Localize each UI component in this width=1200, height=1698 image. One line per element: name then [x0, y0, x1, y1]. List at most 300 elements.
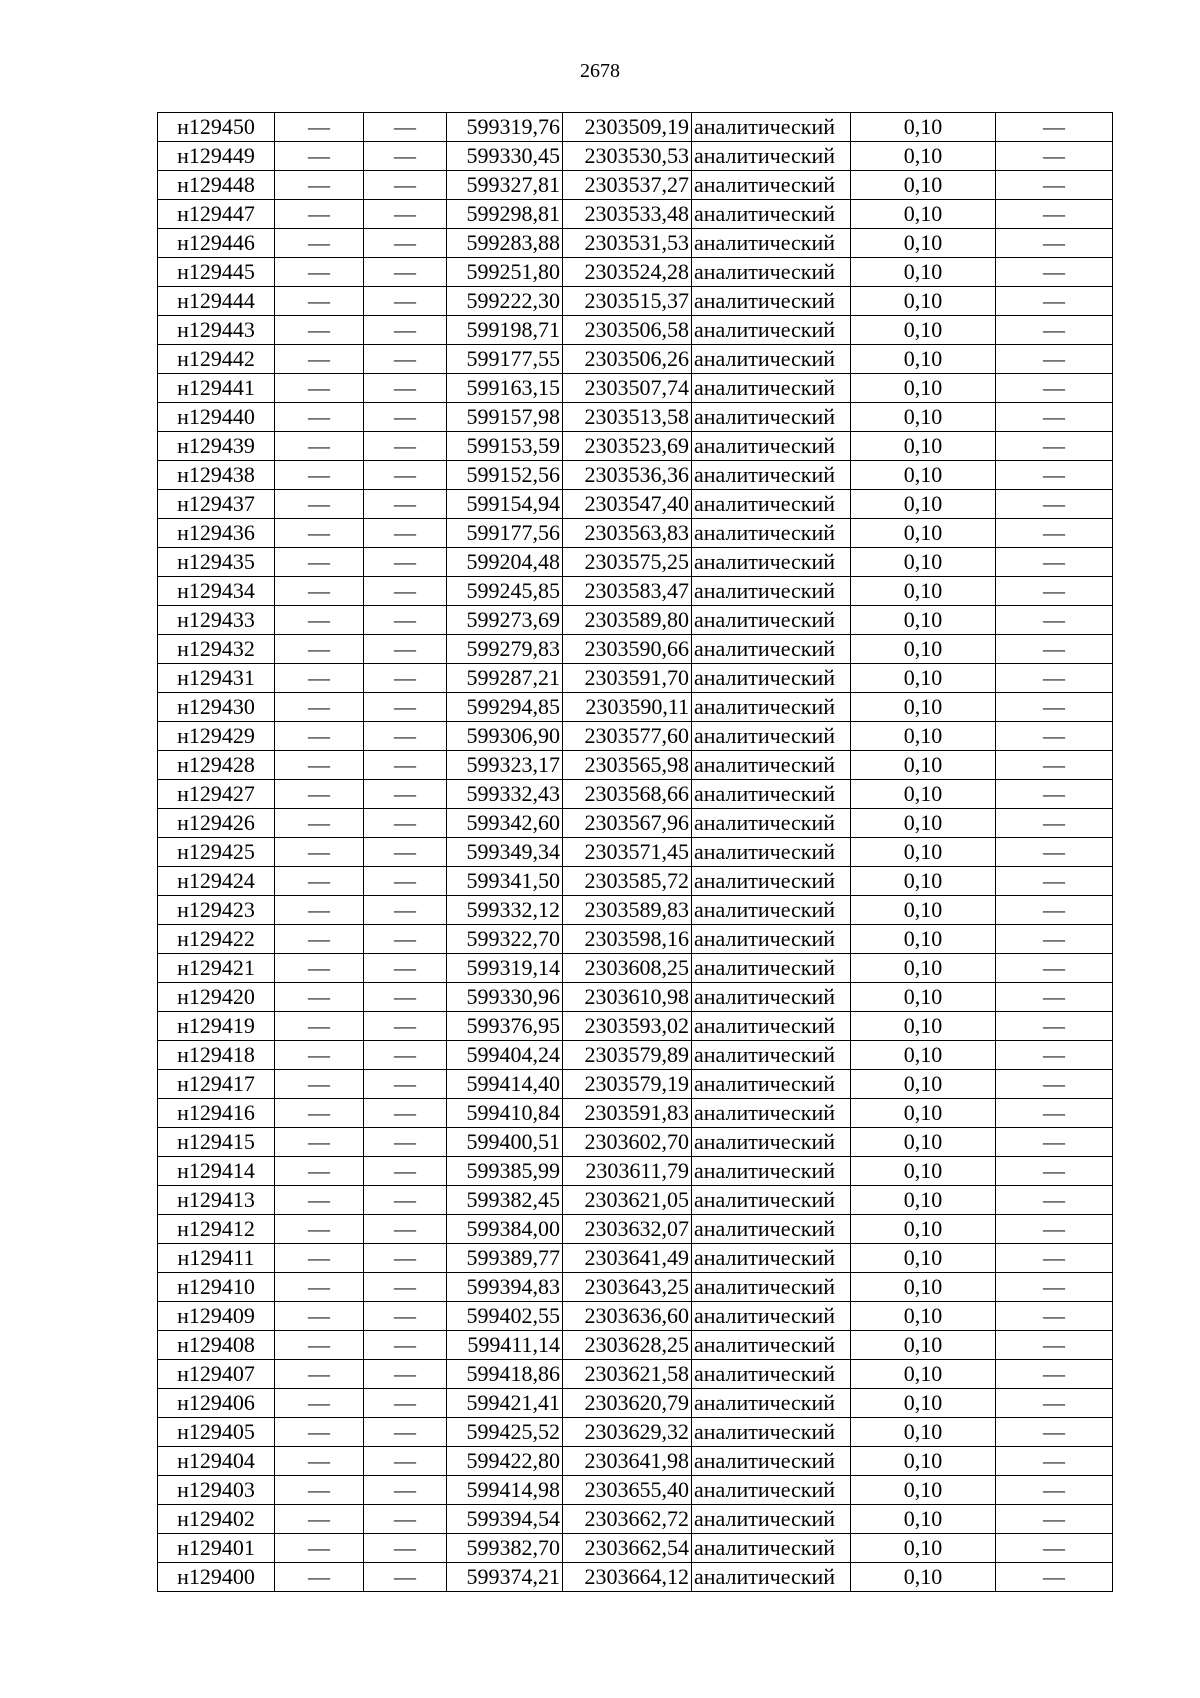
y-coordinate-cell: 2303579,19 [563, 1070, 692, 1099]
dash-cell: — [364, 1244, 447, 1273]
precision-cell: 0,10 [851, 896, 996, 925]
dash-cell: — [275, 1563, 364, 1592]
method-cell: аналитический [692, 1128, 851, 1157]
table-row [158, 809, 1113, 838]
dash-cell: — [364, 1534, 447, 1563]
dash-cell: — [364, 1505, 447, 1534]
x-coordinate-cell: 599222,30 [447, 287, 563, 316]
dash-cell: — [996, 229, 1113, 258]
dash-cell: — [996, 461, 1113, 490]
method-cell: аналитический [692, 1012, 851, 1041]
point-id-cell: н129412 [158, 1215, 275, 1244]
point-id-cell: н129421 [158, 954, 275, 983]
x-coordinate-cell: 599414,98 [447, 1476, 563, 1505]
dash-cell: — [364, 577, 447, 606]
dash-cell: — [996, 1534, 1113, 1563]
y-coordinate-cell: 2303563,83 [563, 519, 692, 548]
table-row [158, 1273, 1113, 1302]
dash-cell: — [364, 1041, 447, 1070]
point-id-cell: н129418 [158, 1041, 275, 1070]
y-coordinate-cell: 2303530,53 [563, 142, 692, 171]
x-coordinate-cell: 599342,60 [447, 809, 563, 838]
table-row [158, 1157, 1113, 1186]
dash-cell: — [364, 548, 447, 577]
table-row [158, 548, 1113, 577]
dash-cell: — [996, 403, 1113, 432]
x-coordinate-cell: 599322,70 [447, 925, 563, 954]
point-id-cell: н129430 [158, 693, 275, 722]
point-id-cell: н129407 [158, 1360, 275, 1389]
point-id-cell: н129403 [158, 1476, 275, 1505]
y-coordinate-cell: 2303602,70 [563, 1128, 692, 1157]
dash-cell: — [996, 1186, 1113, 1215]
dash-cell: — [275, 867, 364, 896]
x-coordinate-cell: 599422,80 [447, 1447, 563, 1476]
x-coordinate-cell: 599294,85 [447, 693, 563, 722]
method-cell: аналитический [692, 606, 851, 635]
dash-cell: — [364, 751, 447, 780]
dash-cell: — [364, 142, 447, 171]
y-coordinate-cell: 2303598,16 [563, 925, 692, 954]
x-coordinate-cell: 599153,59 [447, 432, 563, 461]
precision-cell: 0,10 [851, 722, 996, 751]
dash-cell: — [996, 171, 1113, 200]
dash-cell: — [275, 983, 364, 1012]
precision-cell: 0,10 [851, 577, 996, 606]
y-coordinate-cell: 2303513,58 [563, 403, 692, 432]
y-coordinate-cell: 2303628,25 [563, 1331, 692, 1360]
y-coordinate-cell: 2303610,98 [563, 983, 692, 1012]
y-coordinate-cell: 2303567,96 [563, 809, 692, 838]
dash-cell: — [364, 403, 447, 432]
precision-cell: 0,10 [851, 664, 996, 693]
point-id-cell: н129409 [158, 1302, 275, 1331]
y-coordinate-cell: 2303565,98 [563, 751, 692, 780]
method-cell: аналитический [692, 171, 851, 200]
dash-cell: — [275, 925, 364, 954]
dash-cell: — [996, 983, 1113, 1012]
table-row [158, 751, 1113, 780]
table-row [158, 577, 1113, 606]
y-coordinate-cell: 2303506,26 [563, 345, 692, 374]
point-id-cell: н129441 [158, 374, 275, 403]
x-coordinate-cell: 599384,00 [447, 1215, 563, 1244]
precision-cell: 0,10 [851, 1476, 996, 1505]
dash-cell: — [996, 1418, 1113, 1447]
dash-cell: — [275, 490, 364, 519]
dash-cell: — [996, 867, 1113, 896]
table-row [158, 838, 1113, 867]
table-row [158, 287, 1113, 316]
precision-cell: 0,10 [851, 780, 996, 809]
dash-cell: — [364, 1273, 447, 1302]
dash-cell: — [275, 258, 364, 287]
precision-cell: 0,10 [851, 287, 996, 316]
x-coordinate-cell: 599402,55 [447, 1302, 563, 1331]
table-row [158, 606, 1113, 635]
method-cell: аналитический [692, 577, 851, 606]
y-coordinate-cell: 2303643,25 [563, 1273, 692, 1302]
precision-cell: 0,10 [851, 1418, 996, 1447]
dash-cell: — [364, 925, 447, 954]
dash-cell: — [364, 316, 447, 345]
dash-cell: — [996, 1505, 1113, 1534]
y-coordinate-cell: 2303662,54 [563, 1534, 692, 1563]
dash-cell: — [364, 171, 447, 200]
dash-cell: — [275, 113, 364, 142]
precision-cell: 0,10 [851, 1505, 996, 1534]
dash-cell: — [275, 635, 364, 664]
precision-cell: 0,10 [851, 374, 996, 403]
dash-cell: — [996, 635, 1113, 664]
precision-cell: 0,10 [851, 1389, 996, 1418]
point-id-cell: н129400 [158, 1563, 275, 1592]
method-cell: аналитический [692, 925, 851, 954]
y-coordinate-cell: 2303571,45 [563, 838, 692, 867]
x-coordinate-cell: 599330,96 [447, 983, 563, 1012]
dash-cell: — [996, 780, 1113, 809]
y-coordinate-cell: 2303579,89 [563, 1041, 692, 1070]
point-id-cell: н129435 [158, 548, 275, 577]
point-id-cell: н129416 [158, 1099, 275, 1128]
y-coordinate-cell: 2303509,19 [563, 113, 692, 142]
dash-cell: — [364, 519, 447, 548]
method-cell: аналитический [692, 461, 851, 490]
table-row [158, 345, 1113, 374]
dash-cell: — [275, 838, 364, 867]
dash-cell: — [996, 1215, 1113, 1244]
method-cell: аналитический [692, 838, 851, 867]
method-cell: аналитический [692, 664, 851, 693]
x-coordinate-cell: 599154,94 [447, 490, 563, 519]
table-row [158, 693, 1113, 722]
x-coordinate-cell: 599279,83 [447, 635, 563, 664]
y-coordinate-cell: 2303533,48 [563, 200, 692, 229]
dash-cell: — [996, 838, 1113, 867]
precision-cell: 0,10 [851, 432, 996, 461]
method-cell: аналитический [692, 1070, 851, 1099]
precision-cell: 0,10 [851, 316, 996, 345]
x-coordinate-cell: 599341,50 [447, 867, 563, 896]
dash-cell: — [275, 461, 364, 490]
x-coordinate-cell: 599332,12 [447, 896, 563, 925]
precision-cell: 0,10 [851, 1244, 996, 1273]
dash-cell: — [275, 1157, 364, 1186]
point-id-cell: н129420 [158, 983, 275, 1012]
method-cell: аналитический [692, 345, 851, 374]
dash-cell: — [364, 200, 447, 229]
point-id-cell: н129433 [158, 606, 275, 635]
dash-cell: — [996, 606, 1113, 635]
dash-cell: — [275, 664, 364, 693]
dash-cell: — [275, 403, 364, 432]
method-cell: аналитический [692, 316, 851, 345]
y-coordinate-cell: 2303523,69 [563, 432, 692, 461]
dash-cell: — [996, 925, 1113, 954]
dash-cell: — [275, 1360, 364, 1389]
precision-cell: 0,10 [851, 461, 996, 490]
y-coordinate-cell: 2303536,36 [563, 461, 692, 490]
x-coordinate-cell: 599425,52 [447, 1418, 563, 1447]
y-coordinate-cell: 2303547,40 [563, 490, 692, 519]
y-coordinate-cell: 2303655,40 [563, 1476, 692, 1505]
table-row [158, 519, 1113, 548]
precision-cell: 0,10 [851, 1331, 996, 1360]
method-cell: аналитический [692, 1418, 851, 1447]
y-coordinate-cell: 2303664,12 [563, 1563, 692, 1592]
precision-cell: 0,10 [851, 1215, 996, 1244]
dash-cell: — [275, 606, 364, 635]
dash-cell: — [364, 664, 447, 693]
method-cell: аналитический [692, 1505, 851, 1534]
dash-cell: — [275, 1186, 364, 1215]
table-row [158, 1563, 1113, 1592]
point-id-cell: н129444 [158, 287, 275, 316]
coordinates-table [157, 112, 1113, 1592]
dash-cell: — [275, 1070, 364, 1099]
x-coordinate-cell: 599204,48 [447, 548, 563, 577]
x-coordinate-cell: 599411,14 [447, 1331, 563, 1360]
method-cell: аналитический [692, 809, 851, 838]
dash-cell: — [275, 722, 364, 751]
method-cell: аналитический [692, 722, 851, 751]
point-id-cell: н129445 [158, 258, 275, 287]
y-coordinate-cell: 2303537,27 [563, 171, 692, 200]
y-coordinate-cell: 2303524,28 [563, 258, 692, 287]
precision-cell: 0,10 [851, 171, 996, 200]
table-row [158, 1244, 1113, 1273]
table-row [158, 1041, 1113, 1070]
precision-cell: 0,10 [851, 1186, 996, 1215]
dash-cell: — [275, 1215, 364, 1244]
precision-cell: 0,10 [851, 1012, 996, 1041]
table-row [158, 664, 1113, 693]
point-id-cell: н129448 [158, 171, 275, 200]
dash-cell: — [275, 548, 364, 577]
dash-cell: — [996, 1157, 1113, 1186]
x-coordinate-cell: 599421,41 [447, 1389, 563, 1418]
table-row [158, 867, 1113, 896]
x-coordinate-cell: 599404,24 [447, 1041, 563, 1070]
method-cell: аналитический [692, 1273, 851, 1302]
dash-cell: — [996, 200, 1113, 229]
point-id-cell: н129439 [158, 432, 275, 461]
method-cell: аналитический [692, 374, 851, 403]
x-coordinate-cell: 599251,80 [447, 258, 563, 287]
point-id-cell: н129408 [158, 1331, 275, 1360]
dash-cell: — [996, 722, 1113, 751]
dash-cell: — [996, 1302, 1113, 1331]
dash-cell: — [275, 229, 364, 258]
point-id-cell: н129417 [158, 1070, 275, 1099]
dash-cell: — [275, 780, 364, 809]
table-row [158, 113, 1113, 142]
dash-cell: — [996, 287, 1113, 316]
y-coordinate-cell: 2303590,11 [563, 693, 692, 722]
table-row [158, 1012, 1113, 1041]
point-id-cell: н129437 [158, 490, 275, 519]
y-coordinate-cell: 2303641,49 [563, 1244, 692, 1273]
y-coordinate-cell: 2303632,07 [563, 1215, 692, 1244]
table-row [158, 258, 1113, 287]
dash-cell: — [275, 345, 364, 374]
precision-cell: 0,10 [851, 1157, 996, 1186]
point-id-cell: н129447 [158, 200, 275, 229]
precision-cell: 0,10 [851, 258, 996, 287]
table-row [158, 1331, 1113, 1360]
point-id-cell: н129424 [158, 867, 275, 896]
dash-cell: — [996, 1099, 1113, 1128]
method-cell: аналитический [692, 142, 851, 171]
dash-cell: — [996, 345, 1113, 374]
precision-cell: 0,10 [851, 229, 996, 258]
point-id-cell: н129446 [158, 229, 275, 258]
dash-cell: — [364, 1128, 447, 1157]
method-cell: аналитический [692, 635, 851, 664]
dash-cell: — [364, 287, 447, 316]
x-coordinate-cell: 599410,84 [447, 1099, 563, 1128]
method-cell: аналитический [692, 200, 851, 229]
x-coordinate-cell: 599400,51 [447, 1128, 563, 1157]
dash-cell: — [364, 693, 447, 722]
y-coordinate-cell: 2303589,80 [563, 606, 692, 635]
method-cell: аналитический [692, 751, 851, 780]
y-coordinate-cell: 2303620,79 [563, 1389, 692, 1418]
table-row [158, 983, 1113, 1012]
table-row [158, 316, 1113, 345]
dash-cell: — [275, 287, 364, 316]
dash-cell: — [364, 1418, 447, 1447]
x-coordinate-cell: 599382,45 [447, 1186, 563, 1215]
table-row [158, 490, 1113, 519]
x-coordinate-cell: 599319,14 [447, 954, 563, 983]
dash-cell: — [996, 1244, 1113, 1273]
method-cell: аналитический [692, 1360, 851, 1389]
precision-cell: 0,10 [851, 925, 996, 954]
dash-cell: — [364, 490, 447, 519]
dash-cell: — [364, 780, 447, 809]
point-id-cell: н129449 [158, 142, 275, 171]
point-id-cell: н129422 [158, 925, 275, 954]
precision-cell: 0,10 [851, 838, 996, 867]
dash-cell: — [275, 693, 364, 722]
x-coordinate-cell: 599323,17 [447, 751, 563, 780]
y-coordinate-cell: 2303575,25 [563, 548, 692, 577]
x-coordinate-cell: 599157,98 [447, 403, 563, 432]
dash-cell: — [275, 1447, 364, 1476]
x-coordinate-cell: 599198,71 [447, 316, 563, 345]
point-id-cell: н129443 [158, 316, 275, 345]
point-id-cell: н129431 [158, 664, 275, 693]
point-id-cell: н129414 [158, 1157, 275, 1186]
dash-cell: — [996, 548, 1113, 577]
method-cell: аналитический [692, 519, 851, 548]
method-cell: аналитический [692, 1186, 851, 1215]
precision-cell: 0,10 [851, 751, 996, 780]
x-coordinate-cell: 599319,76 [447, 113, 563, 142]
dash-cell: — [275, 1012, 364, 1041]
table-row [158, 780, 1113, 809]
method-cell: аналитический [692, 287, 851, 316]
dash-cell: — [275, 171, 364, 200]
dash-cell: — [364, 1186, 447, 1215]
y-coordinate-cell: 2303608,25 [563, 954, 692, 983]
point-id-cell: н129404 [158, 1447, 275, 1476]
point-id-cell: н129411 [158, 1244, 275, 1273]
dash-cell: — [996, 1389, 1113, 1418]
dash-cell: — [996, 258, 1113, 287]
point-id-cell: н129419 [158, 1012, 275, 1041]
dash-cell: — [996, 316, 1113, 345]
dash-cell: — [275, 809, 364, 838]
dash-cell: — [996, 1476, 1113, 1505]
dash-cell: — [364, 606, 447, 635]
dash-cell: — [275, 954, 364, 983]
y-coordinate-cell: 2303515,37 [563, 287, 692, 316]
dash-cell: — [364, 635, 447, 664]
table-row [158, 896, 1113, 925]
precision-cell: 0,10 [851, 200, 996, 229]
table-row [158, 954, 1113, 983]
table-row [158, 1389, 1113, 1418]
dash-cell: — [996, 432, 1113, 461]
method-cell: аналитический [692, 1476, 851, 1505]
method-cell: аналитический [692, 1157, 851, 1186]
precision-cell: 0,10 [851, 1128, 996, 1157]
dash-cell: — [364, 258, 447, 287]
table-row [158, 200, 1113, 229]
dash-cell: — [364, 229, 447, 258]
y-coordinate-cell: 2303591,70 [563, 664, 692, 693]
point-id-cell: н129415 [158, 1128, 275, 1157]
dash-cell: — [996, 1041, 1113, 1070]
x-coordinate-cell: 599152,56 [447, 461, 563, 490]
dash-cell: — [364, 1012, 447, 1041]
method-cell: аналитический [692, 1447, 851, 1476]
precision-cell: 0,10 [851, 635, 996, 664]
x-coordinate-cell: 599273,69 [447, 606, 563, 635]
table-row [158, 1534, 1113, 1563]
precision-cell: 0,10 [851, 867, 996, 896]
dash-cell: — [364, 1070, 447, 1099]
table-row [158, 1099, 1113, 1128]
y-coordinate-cell: 2303641,98 [563, 1447, 692, 1476]
dash-cell: — [364, 1302, 447, 1331]
table-row [158, 1302, 1113, 1331]
table-row [158, 142, 1113, 171]
x-coordinate-cell: 599306,90 [447, 722, 563, 751]
dash-cell: — [275, 1534, 364, 1563]
y-coordinate-cell: 2303590,66 [563, 635, 692, 664]
x-coordinate-cell: 599332,43 [447, 780, 563, 809]
table-row [158, 1447, 1113, 1476]
dash-cell: — [364, 867, 447, 896]
dash-cell: — [364, 374, 447, 403]
precision-cell: 0,10 [851, 954, 996, 983]
precision-cell: 0,10 [851, 809, 996, 838]
dash-cell: — [275, 316, 364, 345]
y-coordinate-cell: 2303611,79 [563, 1157, 692, 1186]
dash-cell: — [275, 142, 364, 171]
dash-cell: — [996, 1070, 1113, 1099]
dash-cell: — [996, 490, 1113, 519]
point-id-cell: н129426 [158, 809, 275, 838]
dash-cell: — [996, 519, 1113, 548]
x-coordinate-cell: 599382,70 [447, 1534, 563, 1563]
point-id-cell: н129432 [158, 635, 275, 664]
dash-cell: — [996, 809, 1113, 838]
x-coordinate-cell: 599283,88 [447, 229, 563, 258]
